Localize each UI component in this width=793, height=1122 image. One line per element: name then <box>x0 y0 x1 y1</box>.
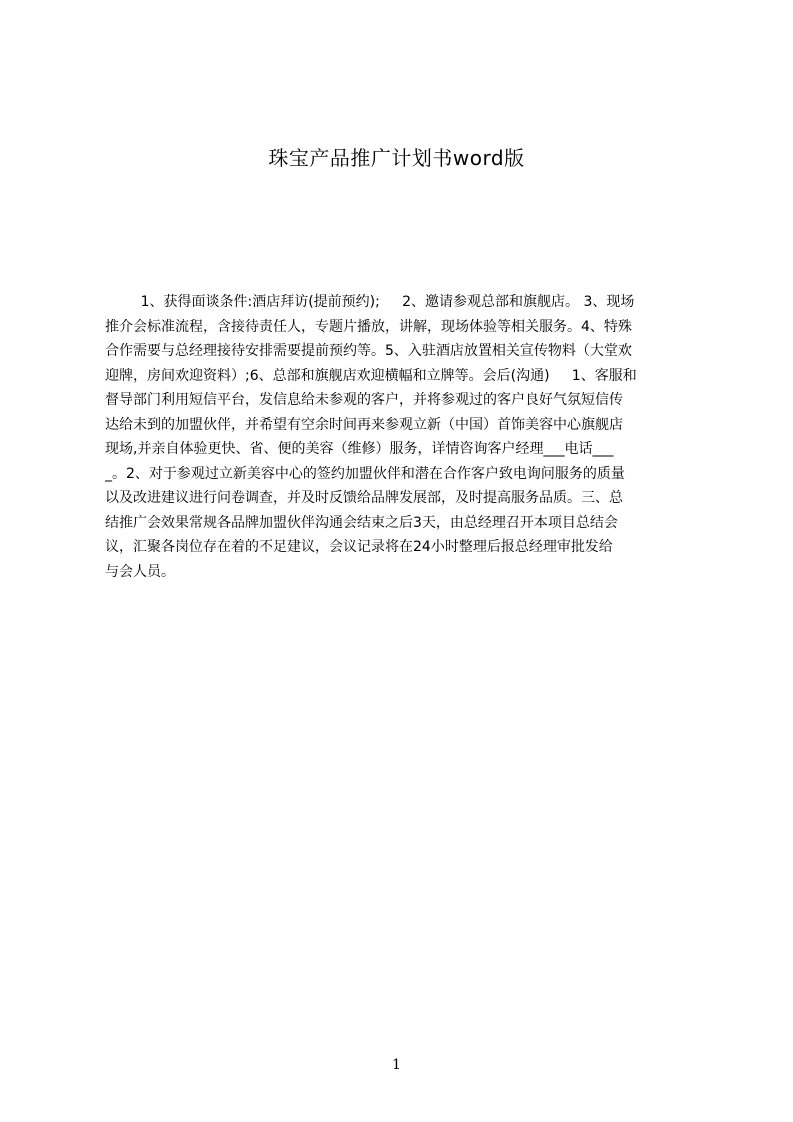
body-line: 推介会标准流程，含接待责任人，专题片播放，讲解，现场体验等相关服务。4、特殊 <box>105 318 632 335</box>
body-line: 结推广会效果常规各品牌加盟伙伴沟通会结束之后3天，由总经理召开本项目总结会 <box>105 514 618 531</box>
body-line: 以及改进建议进行问卷调查，并及时反馈给品牌发展部，及时提高服务品质。三、总 <box>105 490 623 506</box>
body-line: 迎牌，房间欢迎资料）;6、总部和旗舰店欢迎横幅和立牌等。会后(沟通) 1、客服和 <box>105 367 637 384</box>
body-line: 合作需要与总经理接待安排需要提前预约等。5、入驻酒店放置相关宣传物料（大堂欢 <box>105 343 632 359</box>
body-line: _。2、对于参观过立新美容中心的签约加盟伙伴和潜在合作客户致电询问服务的质量 <box>105 465 625 482</box>
body-line: 与会人员。 <box>105 563 175 580</box>
body-line: 现场,并亲自体验更快、省、便的美容（维修）服务，详情咨询客户经理___电话___ <box>105 441 614 457</box>
document-title: 珠宝产品推广计划书word版 <box>268 146 525 170</box>
body-line: 1、获得面谈条件:酒店拜访(提前预约); 2、邀请参观总部和旗舰店。 3、现场 <box>105 294 635 310</box>
page-number: 1 <box>392 1057 401 1073</box>
body-line: 议，汇聚各岗位存在着的不足建议，会议记录将在24小时整理后报总经理审批发给 <box>105 539 613 555</box>
document-body <box>105 290 697 620</box>
body-line: 督导部门利用短信平台，发信息给未参观的客户，并将参观过的客户良好气氛短信传 <box>105 392 623 408</box>
body-line: 达给未到的加盟伙伴，并希望有空余时间再来参观立新（中国）首饰美容中心旗舰店 <box>105 416 623 433</box>
